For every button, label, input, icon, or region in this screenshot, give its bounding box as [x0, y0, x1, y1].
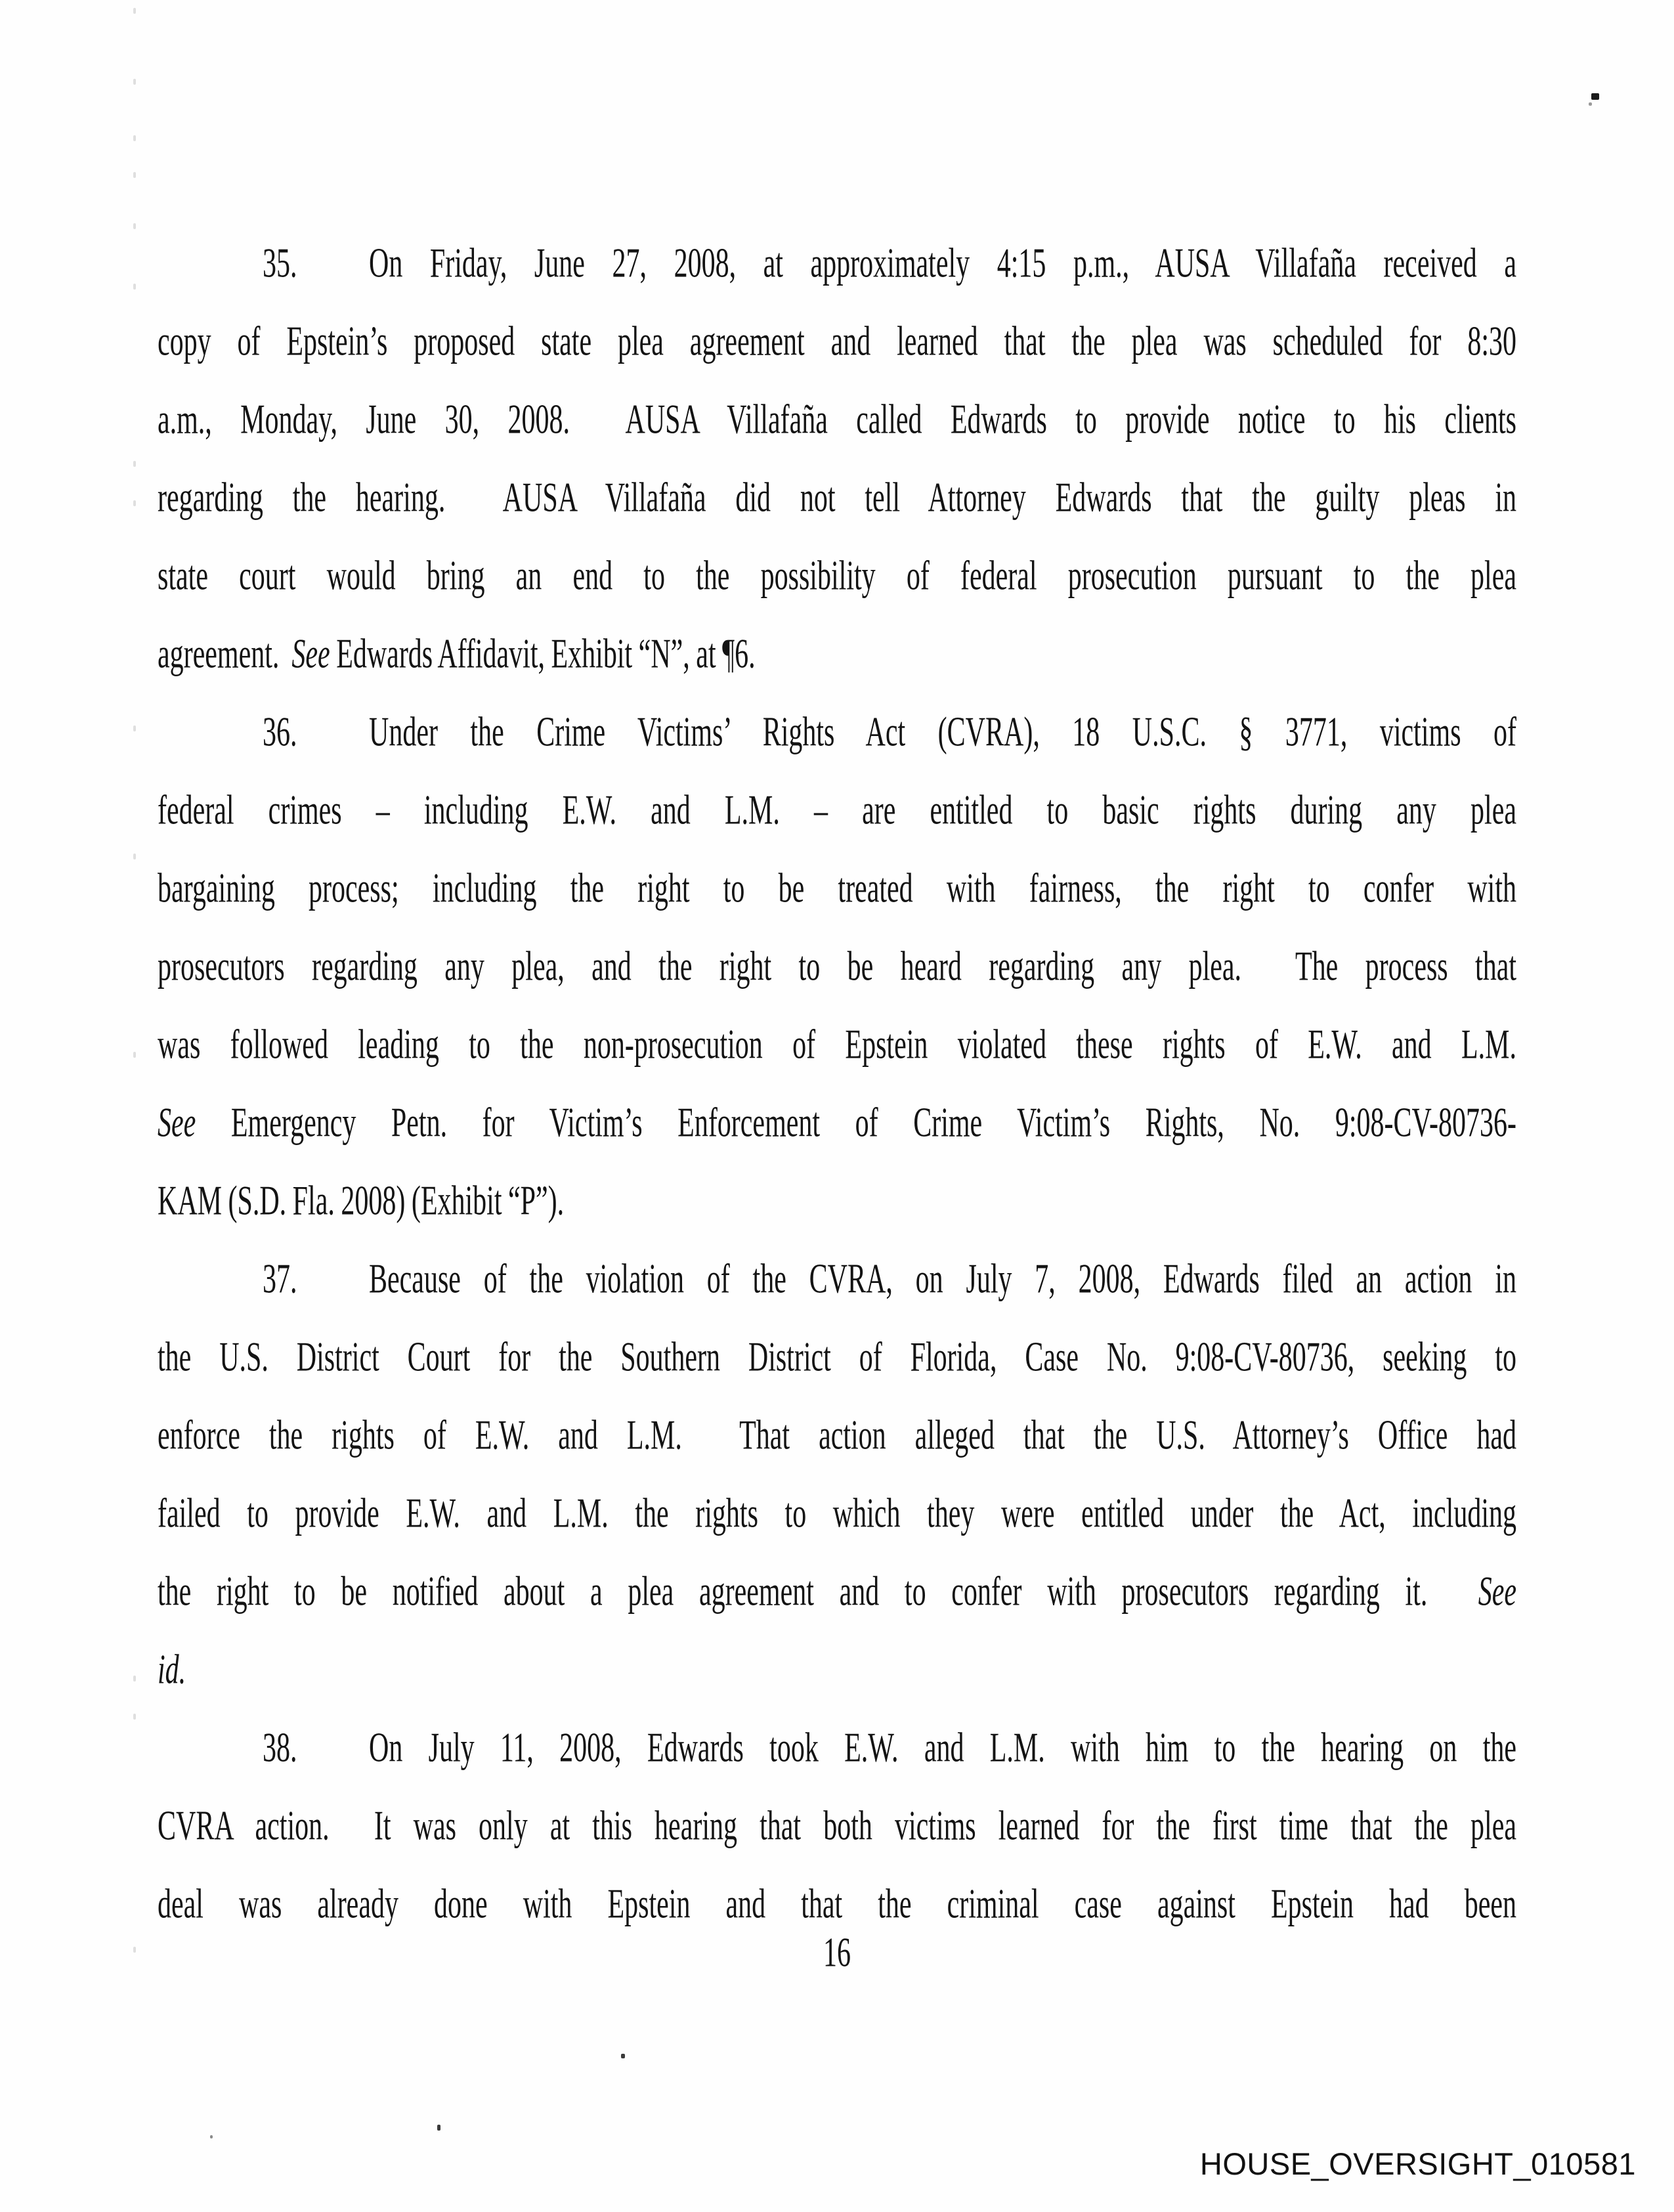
- text-block: [158, 225, 1516, 1944]
- body-text: prosecutors regarding any plea, and the right to be heard regarding any plea. The process that: [158, 944, 1516, 990]
- body-text: a.m., Monday, June 30, 2008. AUSA Villafaña called Edwards to provide notice to his clients: [158, 397, 1516, 443]
- italic-text: See: [291, 632, 330, 678]
- scan-artifact: [133, 854, 136, 859]
- paragraph-number: 36.: [263, 710, 297, 756]
- body-text: KAM (S.D. Fla. 2008) (Exhibit “P”).: [158, 1179, 565, 1225]
- scan-artifact: [621, 2054, 625, 2058]
- body-text: federal crimes – including E.W. and L.M. – are entitled to basic rights during any plea: [158, 788, 1516, 834]
- body-text: CVRA action. It was only at this hearing that both victims learned for the first time that the plea: [158, 1804, 1516, 1850]
- paragraph-number: 35.: [263, 241, 297, 287]
- scan-artifact: [133, 135, 136, 141]
- body-text: Under the Crime Victims’ Rights Act (CVRA), 18 U.S.C. § 3771, victims of: [369, 710, 1516, 756]
- paragraph-number: 37.: [263, 1257, 297, 1303]
- scan-artifact: [133, 8, 136, 14]
- scan-artifact: [133, 223, 136, 229]
- body-text: Because of the violation of the CVRA, on July 7, 2008, Edwards filed an action in: [369, 1257, 1516, 1303]
- scan-artifact: [133, 1947, 136, 1953]
- body-text: On July 11, 2008, Edwards took E.W. and L.M. with him to the hearing on the: [369, 1725, 1516, 1771]
- scan-artifact: [210, 2135, 213, 2138]
- scan-artifact: [133, 726, 136, 731]
- scan-artifact: [133, 1676, 136, 1681]
- scan-artifact: [1591, 93, 1599, 100]
- scan-artifact: [133, 1052, 136, 1058]
- body-text: state court would bring an end to the possibility of federal prosecution pursuant to the plea: [158, 553, 1516, 599]
- body-text: failed to provide E.W. and L.M. the rights to which they were entitled under the Act, including: [158, 1491, 1516, 1537]
- italic-text: id.: [158, 1647, 186, 1693]
- scan-artifact: [437, 2125, 440, 2131]
- body-text: the U.S. District Court for the Southern District of Florida, Case No. 9:08-CV-80736, seeking to: [158, 1335, 1516, 1381]
- body-text: copy of Epstein’s proposed state plea agreement and learned that the plea was scheduled for 8:30: [158, 319, 1516, 365]
- page-number: 16: [823, 1930, 851, 1976]
- body-text: bargaining process; including the right to be treated with fairness, the right to confer with: [158, 866, 1516, 912]
- scan-artifact: [133, 172, 136, 178]
- bates-stamp: HOUSE_OVERSIGHT_010581: [1199, 2146, 1636, 2181]
- scan-artifact: [1589, 102, 1592, 106]
- scan-artifact: [133, 461, 136, 467]
- scan-artifact: [133, 79, 136, 85]
- scan-artifact: [133, 284, 136, 290]
- body-text: Emergency Petn. for Victim’s Enforcement of Crime Victim’s Rights, No. 9:08-CV-80736-: [196, 1100, 1516, 1146]
- body-text: the right to be notified about a plea agreement and to confer with prosecutors regarding it.: [158, 1569, 1478, 1615]
- body-text: regarding the hearing. AUSA Villafaña did not tell Attorney Edwards that the guilty pleas in: [158, 475, 1516, 521]
- body-text: deal was already done with Epstein and that the criminal case against Epstein had been: [158, 1882, 1516, 1928]
- body-text: On Friday, June 27, 2008, at approximately 4:15 p.m., AUSA Villafaña received a: [369, 241, 1516, 287]
- scan-artifact: [133, 1714, 136, 1720]
- body-text: agreement.: [158, 632, 292, 678]
- body-text: was followed leading to the non-prosecution of Epstein violated these rights of E.W. and L.M.: [158, 1022, 1516, 1068]
- italic-text: See: [1478, 1569, 1516, 1615]
- italic-text: See: [158, 1100, 196, 1146]
- body-text: Edwards Affidavit, Exhibit “N”, at ¶6.: [330, 632, 756, 678]
- body-text: enforce the rights of E.W. and L.M. That action alleged that the U.S. Attorney’s Office had: [158, 1413, 1516, 1459]
- scan-artifact: [133, 500, 136, 506]
- paragraph-number: 38.: [263, 1725, 297, 1771]
